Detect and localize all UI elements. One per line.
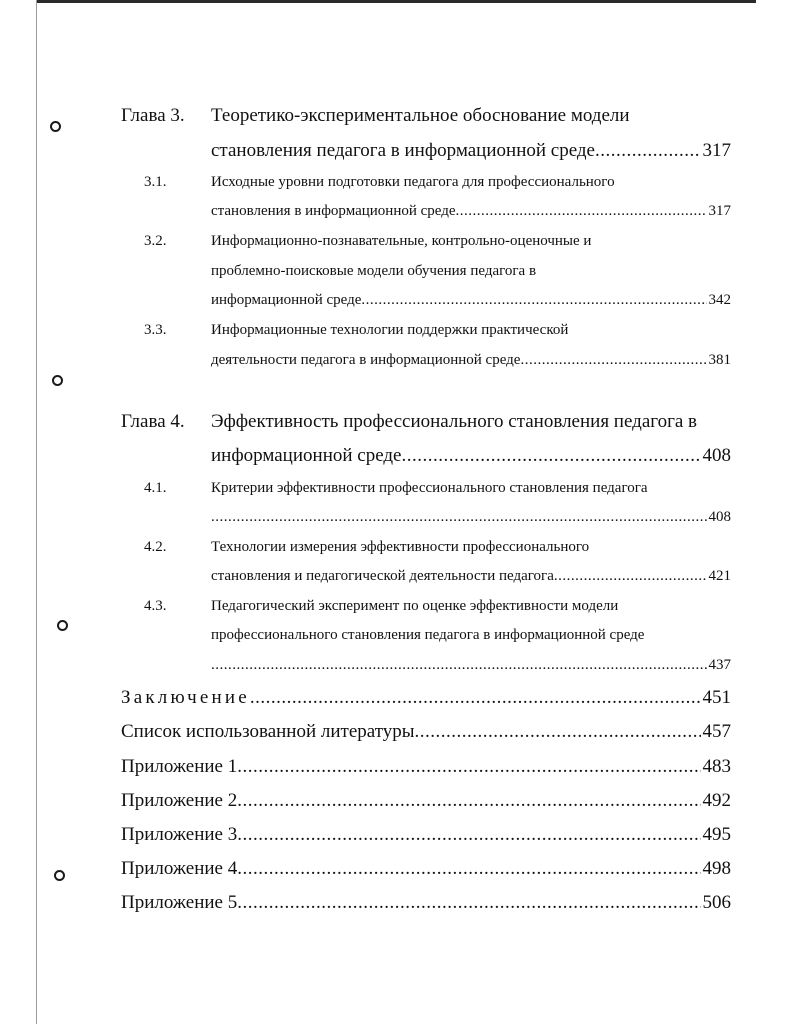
- leader-dots: [237, 757, 700, 776]
- section-title-cont: профессионального становления педагога в информационной среде: [211, 627, 645, 643]
- section-number: 4.2.: [144, 539, 167, 555]
- toc-entry-appendix-5[interactable]: [121, 893, 731, 912]
- page-number: 408: [702, 445, 731, 466]
- leader-dots: [250, 688, 701, 707]
- chapter-label: Глава 3.: [121, 105, 185, 126]
- entry-title: Заключение: [121, 687, 250, 708]
- leader-dots: [211, 510, 707, 525]
- scan-top-edge: [36, 0, 756, 3]
- toc-entry-appendix-4[interactable]: [121, 859, 731, 878]
- section-title-cont: становления и педагогической деятельности педагога: [211, 568, 554, 584]
- page-number: 451: [702, 687, 731, 708]
- page-number: 342: [708, 292, 731, 308]
- section-number: 3.3.: [144, 322, 167, 338]
- leader-dots: [237, 791, 700, 810]
- punch-hole-icon: [57, 620, 68, 631]
- section-title: Информационно-познавательные, контрольно-оценочные и: [211, 233, 592, 249]
- chapter-title: Теоретико-экспериментальное обоснование модели: [211, 105, 630, 126]
- page-number: 457: [702, 721, 731, 742]
- toc-entry[interactable]: [211, 569, 731, 584]
- toc-entry-conclusion[interactable]: [121, 688, 731, 707]
- chapter-label: Глава 4.: [121, 411, 185, 432]
- section-title-cont: проблемно-поисковые модели обучения педагога в: [211, 263, 537, 279]
- punch-hole-icon: [54, 870, 65, 881]
- page-number: 495: [702, 824, 731, 845]
- page-number: 408: [708, 509, 731, 525]
- page-number: 381: [708, 352, 731, 368]
- leader-dots: [402, 446, 701, 465]
- toc-entry-appendix-3[interactable]: [121, 825, 731, 844]
- toc-entry[interactable]: [211, 446, 731, 465]
- leader-dots: [415, 722, 701, 741]
- leader-dots: [595, 141, 701, 160]
- section-title: Педагогический эксперимент по оценке эффективности модели: [211, 598, 619, 614]
- toc-entry[interactable]: [211, 510, 731, 525]
- page-number: 506: [702, 892, 731, 913]
- section-title-cont: становления в информационной среде: [211, 203, 456, 219]
- entry-title: Приложение 5: [121, 892, 238, 913]
- toc-entry[interactable]: [211, 141, 731, 160]
- toc-entry[interactable]: [211, 353, 731, 368]
- page-number: 498: [702, 858, 731, 879]
- toc-entry[interactable]: [211, 293, 731, 308]
- toc-entry-appendix-1[interactable]: [121, 757, 731, 776]
- leader-dots: [361, 293, 706, 308]
- section-number: 4.1.: [144, 480, 167, 496]
- page-number: 437: [708, 657, 731, 673]
- page-number: 421: [708, 568, 731, 584]
- leader-dots: [456, 204, 707, 219]
- leader-dots: [237, 825, 700, 844]
- section-title: Информационные технологии поддержки практической: [211, 322, 569, 338]
- entry-title: Приложение 4: [121, 858, 238, 879]
- punch-hole-icon: [52, 375, 63, 386]
- leader-dots: [237, 893, 700, 912]
- leader-dots: [520, 353, 706, 368]
- section-title: Исходные уровни подготовки педагога для профессионального: [211, 174, 615, 190]
- section-title-cont: информационной среде: [211, 292, 362, 308]
- leader-dots: [211, 658, 707, 673]
- punch-hole-icon: [50, 121, 61, 132]
- entry-title: Приложение 2: [121, 790, 238, 811]
- page-number: 317: [708, 203, 731, 219]
- entry-title: Список использованной литературы: [121, 721, 415, 742]
- toc-entry[interactable]: [211, 658, 731, 673]
- section-number: 3.1.: [144, 174, 167, 190]
- page-number: 483: [702, 756, 731, 777]
- scan-left-edge: [36, 0, 37, 1024]
- toc-entry-references[interactable]: [121, 722, 731, 741]
- section-title: Критерии эффективности профессионального становления педагога: [211, 480, 648, 496]
- section-number: 3.2.: [144, 233, 167, 249]
- entry-title: Приложение 1: [121, 756, 238, 777]
- leader-dots: [554, 569, 707, 584]
- toc-entry[interactable]: [211, 204, 731, 219]
- section-title-cont: деятельности педагога в информационной среде: [211, 352, 521, 368]
- leader-dots: [237, 859, 700, 878]
- chapter-title-cont: информационной среде: [211, 445, 402, 466]
- page-number: 492: [702, 790, 731, 811]
- page-number: 317: [702, 140, 731, 161]
- section-title: Технологии измерения эффективности профессионального: [211, 539, 590, 555]
- chapter-title: Эффективность профессионального становления педагога в: [211, 411, 698, 432]
- entry-title: Приложение 3: [121, 824, 238, 845]
- section-number: 4.3.: [144, 598, 167, 614]
- chapter-title-cont: становления педагога в информационной среде: [211, 140, 595, 161]
- toc-entry-appendix-2[interactable]: [121, 791, 731, 810]
